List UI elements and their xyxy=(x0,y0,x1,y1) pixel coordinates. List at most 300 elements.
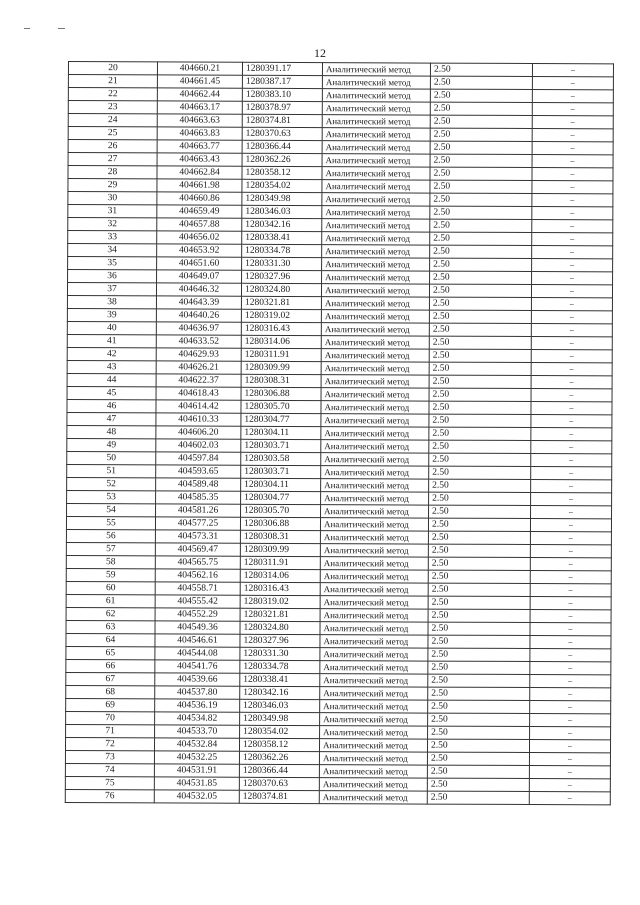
x-coordinate-cell: 404532.25 xyxy=(154,751,239,764)
method-cell: Аналитический метод xyxy=(322,76,430,89)
y-coordinate-cell: 1280306.88 xyxy=(241,387,321,400)
x-coordinate-cell: 404643.39 xyxy=(156,296,241,309)
point-number-cell: 45 xyxy=(67,386,156,399)
accuracy-cell: 2.50 xyxy=(427,752,529,765)
method-cell: Аналитический метод xyxy=(322,232,430,245)
y-coordinate-cell: 1280338.41 xyxy=(240,673,320,686)
x-coordinate-cell: 404533.70 xyxy=(155,725,240,738)
method-cell: Аналитический метод xyxy=(321,401,429,414)
note-cell: – xyxy=(530,610,611,623)
note-cell: – xyxy=(532,220,613,233)
x-coordinate-cell: 404602.03 xyxy=(156,439,241,452)
accuracy-cell: 2.50 xyxy=(429,310,531,323)
note-cell: – xyxy=(531,441,612,454)
x-coordinate-cell: 404549.36 xyxy=(155,621,240,634)
accuracy-cell: 2.50 xyxy=(429,466,531,479)
method-cell: Аналитический метод xyxy=(321,349,429,362)
method-cell: Аналитический метод xyxy=(321,323,429,336)
x-coordinate-cell: 404589.48 xyxy=(156,478,241,491)
method-cell: Аналитический метод xyxy=(320,726,428,739)
x-coordinate-cell: 404544.08 xyxy=(155,647,240,660)
y-coordinate-cell: 1280305.70 xyxy=(241,400,321,413)
accuracy-cell: 2.50 xyxy=(430,232,532,245)
note-cell: – xyxy=(530,636,611,649)
note-cell: – xyxy=(529,792,610,805)
accuracy-cell: 2.50 xyxy=(427,778,529,791)
y-coordinate-cell: 1280374.81 xyxy=(239,790,319,803)
y-coordinate-cell: 1280346.03 xyxy=(242,205,322,218)
y-coordinate-cell: 1280338.41 xyxy=(242,231,322,244)
method-cell: Аналитический метод xyxy=(322,206,430,219)
accuracy-cell: 2.50 xyxy=(430,115,532,128)
method-cell: Аналитический метод xyxy=(321,466,429,479)
note-cell: – xyxy=(531,298,612,311)
x-coordinate-cell: 404541.76 xyxy=(155,660,240,673)
note-cell: – xyxy=(530,675,611,688)
accuracy-cell: 2.50 xyxy=(428,596,530,609)
note-cell: – xyxy=(531,363,612,376)
y-coordinate-cell: 1280354.02 xyxy=(242,179,322,192)
accuracy-cell: 2.50 xyxy=(430,206,532,219)
accuracy-cell: 2.50 xyxy=(428,557,530,570)
method-cell: Аналитический метод xyxy=(320,700,428,713)
point-number-cell: 65 xyxy=(66,646,155,659)
point-number-cell: 58 xyxy=(66,555,155,568)
note-cell: – xyxy=(532,207,613,220)
point-number-cell: 62 xyxy=(66,607,155,620)
point-number-cell: 37 xyxy=(67,283,156,296)
y-coordinate-cell: 1280346.03 xyxy=(240,699,320,712)
note-cell: – xyxy=(530,532,611,545)
accuracy-cell: 2.50 xyxy=(429,297,531,310)
note-cell: – xyxy=(532,142,613,155)
note-cell: – xyxy=(532,103,613,116)
x-coordinate-cell: 404546.61 xyxy=(155,634,240,647)
x-coordinate-cell: 404558.71 xyxy=(155,582,240,595)
point-number-cell: 60 xyxy=(66,581,155,594)
y-coordinate-cell: 1280324.80 xyxy=(240,621,320,634)
note-cell: – xyxy=(532,194,613,207)
coordinates-table-body xyxy=(65,62,613,805)
point-number-cell: 55 xyxy=(66,516,155,529)
accuracy-cell: 2.50 xyxy=(428,687,530,700)
point-number-cell: 53 xyxy=(67,490,156,503)
method-cell: Аналитический метод xyxy=(320,661,428,674)
x-coordinate-cell: 404610.33 xyxy=(156,413,241,426)
note-cell: – xyxy=(531,324,612,337)
note-cell: – xyxy=(530,649,611,662)
point-number-cell: 47 xyxy=(67,412,156,425)
note-cell: – xyxy=(532,64,613,77)
x-coordinate-cell: 404649.07 xyxy=(157,270,242,283)
accuracy-cell: 2.50 xyxy=(429,349,531,362)
method-cell: Аналитический метод xyxy=(320,531,428,544)
note-cell: – xyxy=(530,558,611,571)
point-number-cell: 24 xyxy=(68,114,157,127)
accuracy-cell: 2.50 xyxy=(428,713,530,726)
accuracy-cell: 2.50 xyxy=(430,63,532,76)
y-coordinate-cell: 1280303.71 xyxy=(241,465,321,478)
method-cell: Аналитический метод xyxy=(319,752,427,765)
x-coordinate-cell: 404663.17 xyxy=(157,101,242,114)
accuracy-cell: 2.50 xyxy=(428,661,530,674)
scan-artifact-mark xyxy=(24,28,30,29)
y-coordinate-cell: 1280306.88 xyxy=(240,517,320,530)
accuracy-cell: 2.50 xyxy=(429,505,531,518)
point-number-cell: 29 xyxy=(68,179,157,192)
accuracy-cell: 2.50 xyxy=(429,440,531,453)
point-number-cell: 73 xyxy=(65,750,154,763)
y-coordinate-cell: 1280327.96 xyxy=(242,270,322,283)
x-coordinate-cell: 404562.16 xyxy=(155,569,240,582)
accuracy-cell: 2.50 xyxy=(430,271,532,284)
note-cell: – xyxy=(531,506,612,519)
x-coordinate-cell: 404651.60 xyxy=(157,257,242,270)
method-cell: Аналитический метод xyxy=(321,310,429,323)
accuracy-cell: 2.50 xyxy=(429,323,531,336)
y-coordinate-cell: 1280303.71 xyxy=(241,439,321,452)
x-coordinate-cell: 404662.44 xyxy=(157,88,242,101)
accuracy-cell: 2.50 xyxy=(430,180,532,193)
accuracy-cell: 2.50 xyxy=(430,141,532,154)
method-cell: Аналитический метод xyxy=(322,245,430,258)
method-cell: Аналитический метод xyxy=(321,284,429,297)
point-number-cell: 75 xyxy=(65,776,154,789)
x-coordinate-cell: 404633.52 xyxy=(156,335,241,348)
note-cell: – xyxy=(530,701,611,714)
x-coordinate-cell: 404663.63 xyxy=(157,114,242,127)
x-coordinate-cell: 404661.98 xyxy=(157,179,242,192)
point-number-cell: 26 xyxy=(68,140,157,153)
point-number-cell: 64 xyxy=(66,633,155,646)
method-cell: Аналитический метод xyxy=(321,375,429,388)
y-coordinate-cell: 1280391.17 xyxy=(242,62,322,75)
accuracy-cell: 2.50 xyxy=(428,635,530,648)
method-cell: Аналитический метод xyxy=(320,635,428,648)
x-coordinate-cell: 404653.92 xyxy=(157,244,242,257)
note-cell: – xyxy=(529,766,610,779)
method-cell: Аналитический метод xyxy=(322,193,430,206)
accuracy-cell: 2.50 xyxy=(430,154,532,167)
y-coordinate-cell: 1280354.02 xyxy=(240,725,320,738)
y-coordinate-cell: 1280303.58 xyxy=(241,452,321,465)
accuracy-cell: 2.50 xyxy=(429,479,531,492)
accuracy-cell: 2.50 xyxy=(428,648,530,661)
x-coordinate-cell: 404555.42 xyxy=(155,595,240,608)
y-coordinate-cell: 1280342.16 xyxy=(240,686,320,699)
accuracy-cell: 2.50 xyxy=(430,128,532,141)
point-number-cell: 74 xyxy=(65,763,154,776)
accuracy-cell: 2.50 xyxy=(427,765,529,778)
x-coordinate-cell: 404531.85 xyxy=(154,777,239,790)
y-coordinate-cell: 1280308.31 xyxy=(240,530,320,543)
method-cell: Аналитический метод xyxy=(319,778,427,791)
method-cell: Аналитический метод xyxy=(320,648,428,661)
accuracy-cell: 2.50 xyxy=(430,193,532,206)
x-coordinate-cell: 404577.25 xyxy=(155,517,240,530)
accuracy-cell: 2.50 xyxy=(429,492,531,505)
note-cell: – xyxy=(529,753,610,766)
note-cell: – xyxy=(532,272,613,285)
method-cell: Аналитический метод xyxy=(321,440,429,453)
page-number: 12 xyxy=(314,46,326,60)
x-coordinate-cell: 404629.93 xyxy=(156,348,241,361)
method-cell: Аналитический метод xyxy=(322,141,430,154)
point-number-cell: 69 xyxy=(66,698,155,711)
accuracy-cell: 2.50 xyxy=(428,726,530,739)
method-cell: Аналитический метод xyxy=(319,765,427,778)
note-cell: – xyxy=(531,376,612,389)
accuracy-cell: 2.50 xyxy=(430,219,532,232)
note-cell: – xyxy=(532,116,613,129)
y-coordinate-cell: 1280309.99 xyxy=(241,361,321,374)
note-cell: – xyxy=(530,714,611,727)
x-coordinate-cell: 404573.31 xyxy=(155,530,240,543)
point-number-cell: 67 xyxy=(66,672,155,685)
point-number-cell: 38 xyxy=(67,295,156,308)
x-coordinate-cell: 404663.83 xyxy=(157,127,242,140)
y-coordinate-cell: 1280314.06 xyxy=(241,335,321,348)
y-coordinate-cell: 1280331.30 xyxy=(242,257,322,270)
point-number-cell: 56 xyxy=(66,529,155,542)
y-coordinate-cell: 1280366.44 xyxy=(242,140,322,153)
y-coordinate-cell: 1280324.80 xyxy=(241,283,321,296)
method-cell: Аналитический метод xyxy=(321,362,429,375)
method-cell: Аналитический метод xyxy=(320,674,428,687)
point-number-cell: 34 xyxy=(68,244,157,257)
point-number-cell: 25 xyxy=(68,127,157,140)
y-coordinate-cell: 1280305.70 xyxy=(241,504,321,517)
point-number-cell: 57 xyxy=(66,542,155,555)
note-cell: – xyxy=(530,623,611,636)
x-coordinate-cell: 404646.32 xyxy=(156,283,241,296)
note-cell: – xyxy=(530,519,611,532)
accuracy-cell: 2.50 xyxy=(429,388,531,401)
point-number-cell: 36 xyxy=(68,270,157,283)
method-cell: Аналитический метод xyxy=(321,453,429,466)
y-coordinate-cell: 1280358.12 xyxy=(242,166,322,179)
x-coordinate-cell: 404618.43 xyxy=(156,387,241,400)
x-coordinate-cell: 404534.82 xyxy=(155,712,240,725)
scan-artifact-mark xyxy=(58,28,65,29)
note-cell: – xyxy=(532,259,613,272)
note-cell: – xyxy=(531,285,612,298)
x-coordinate-cell: 404657.88 xyxy=(157,218,242,231)
x-coordinate-cell: 404532.05 xyxy=(154,790,239,803)
x-coordinate-cell: 404663.77 xyxy=(157,140,242,153)
method-cell: Аналитический метод xyxy=(320,544,428,557)
point-number-cell: 28 xyxy=(68,166,157,179)
point-number-cell: 63 xyxy=(66,620,155,633)
point-number-cell: 22 xyxy=(68,88,157,101)
point-number-cell: 41 xyxy=(67,334,156,347)
y-coordinate-cell: 1280349.98 xyxy=(242,192,322,205)
note-cell: – xyxy=(531,389,612,402)
method-cell: Аналитический метод xyxy=(321,336,429,349)
point-number-cell: 66 xyxy=(66,659,155,672)
accuracy-cell: 2.50 xyxy=(427,739,529,752)
x-coordinate-cell: 404585.35 xyxy=(156,491,241,504)
point-number-cell: 48 xyxy=(67,425,156,438)
note-cell: – xyxy=(532,168,613,181)
x-coordinate-cell: 404626.21 xyxy=(156,361,241,374)
point-number-cell: 71 xyxy=(66,724,155,737)
note-cell: – xyxy=(531,402,612,415)
y-coordinate-cell: 1280311.91 xyxy=(241,348,321,361)
note-cell: – xyxy=(531,350,612,363)
point-number-cell: 49 xyxy=(67,438,156,451)
note-cell: – xyxy=(530,571,611,584)
note-cell: – xyxy=(530,597,611,610)
note-cell: – xyxy=(531,493,612,506)
method-cell: Аналитический метод xyxy=(322,89,430,102)
point-number-cell: 70 xyxy=(66,711,155,724)
x-coordinate-cell: 404565.75 xyxy=(155,556,240,569)
point-number-cell: 23 xyxy=(68,101,157,114)
x-coordinate-cell: 404593.65 xyxy=(156,465,241,478)
accuracy-cell: 2.50 xyxy=(430,258,532,271)
point-number-cell: 43 xyxy=(67,360,156,373)
y-coordinate-cell: 1280378.97 xyxy=(242,101,322,114)
x-coordinate-cell: 404640.26 xyxy=(156,309,241,322)
y-coordinate-cell: 1280308.31 xyxy=(241,374,321,387)
method-cell: Аналитический метод xyxy=(322,180,430,193)
note-cell: – xyxy=(532,129,613,142)
method-cell: Аналитический метод xyxy=(321,414,429,427)
accuracy-cell: 2.50 xyxy=(430,102,532,115)
note-cell: – xyxy=(532,181,613,194)
accuracy-cell: 2.50 xyxy=(429,427,531,440)
y-coordinate-cell: 1280304.11 xyxy=(241,426,321,439)
point-number-cell: 44 xyxy=(67,373,156,386)
method-cell: Аналитический метод xyxy=(320,583,428,596)
method-cell: Аналитический метод xyxy=(319,739,427,752)
x-coordinate-cell: 404660.86 xyxy=(157,192,242,205)
x-coordinate-cell: 404660.21 xyxy=(157,62,242,75)
point-number-cell: 68 xyxy=(66,685,155,698)
y-coordinate-cell: 1280349.98 xyxy=(240,712,320,725)
method-cell: Аналитический метод xyxy=(320,713,428,726)
method-cell: Аналитический метод xyxy=(320,596,428,609)
method-cell: Аналитический метод xyxy=(319,791,427,804)
accuracy-cell: 2.50 xyxy=(428,544,530,557)
method-cell: Аналитический метод xyxy=(321,297,429,310)
point-number-cell: 30 xyxy=(68,192,157,205)
accuracy-cell: 2.50 xyxy=(428,583,530,596)
accuracy-cell: 2.50 xyxy=(428,700,530,713)
y-coordinate-cell: 1280319.02 xyxy=(241,309,321,322)
note-cell: – xyxy=(532,155,613,168)
y-coordinate-cell: 1280366.44 xyxy=(239,764,319,777)
x-coordinate-cell: 404552.29 xyxy=(155,608,240,621)
method-cell: Аналитический метод xyxy=(322,258,430,271)
x-coordinate-cell: 404614.42 xyxy=(156,400,241,413)
x-coordinate-cell: 404539.66 xyxy=(155,673,240,686)
note-cell: – xyxy=(531,454,612,467)
point-number-cell: 42 xyxy=(67,347,156,360)
point-number-cell: 51 xyxy=(67,464,156,477)
point-number-cell: 33 xyxy=(68,231,157,244)
x-coordinate-cell: 404656.02 xyxy=(157,231,242,244)
accuracy-cell: 2.50 xyxy=(429,401,531,414)
y-coordinate-cell: 1280387.17 xyxy=(242,75,322,88)
accuracy-cell: 2.50 xyxy=(427,791,529,804)
x-coordinate-cell: 404569.47 xyxy=(155,543,240,556)
note-cell: – xyxy=(532,233,613,246)
point-number-cell: 39 xyxy=(67,308,156,321)
y-coordinate-cell: 1280304.77 xyxy=(241,413,321,426)
point-number-cell: 50 xyxy=(67,451,156,464)
y-coordinate-cell: 1280358.12 xyxy=(239,738,319,751)
point-number-cell: 32 xyxy=(68,218,157,231)
accuracy-cell: 2.50 xyxy=(429,362,531,375)
accuracy-cell: 2.50 xyxy=(430,76,532,89)
method-cell: Аналитический метод xyxy=(321,492,429,505)
y-coordinate-cell: 1280362.26 xyxy=(239,751,319,764)
accuracy-cell: 2.50 xyxy=(429,375,531,388)
note-cell: – xyxy=(531,428,612,441)
note-cell: – xyxy=(532,246,613,259)
note-cell: – xyxy=(531,480,612,493)
point-number-cell: 52 xyxy=(67,477,156,490)
note-cell: – xyxy=(531,415,612,428)
accuracy-cell: 2.50 xyxy=(428,609,530,622)
y-coordinate-cell: 1280383.10 xyxy=(242,88,322,101)
note-cell: – xyxy=(530,662,611,675)
note-cell: – xyxy=(532,77,613,90)
y-coordinate-cell: 1280304.11 xyxy=(241,478,321,491)
method-cell: Аналитический метод xyxy=(320,518,428,531)
y-coordinate-cell: 1280316.43 xyxy=(240,582,320,595)
method-cell: Аналитический метод xyxy=(322,102,430,115)
method-cell: Аналитический метод xyxy=(322,167,430,180)
method-cell: Аналитический метод xyxy=(320,609,428,622)
y-coordinate-cell: 1280311.91 xyxy=(240,556,320,569)
method-cell: Аналитический метод xyxy=(320,570,428,583)
x-coordinate-cell: 404663.43 xyxy=(157,153,242,166)
x-coordinate-cell: 404536.19 xyxy=(155,699,240,712)
y-coordinate-cell: 1280316.43 xyxy=(241,322,321,335)
accuracy-cell: 2.50 xyxy=(429,453,531,466)
y-coordinate-cell: 1280319.02 xyxy=(240,595,320,608)
y-coordinate-cell: 1280334.78 xyxy=(240,660,320,673)
x-coordinate-cell: 404537.80 xyxy=(155,686,240,699)
table-row xyxy=(65,789,610,804)
point-number-cell: 40 xyxy=(67,321,156,334)
method-cell: Аналитический метод xyxy=(322,128,430,141)
y-coordinate-cell: 1280321.81 xyxy=(240,608,320,621)
accuracy-cell: 2.50 xyxy=(428,622,530,635)
note-cell: – xyxy=(530,727,611,740)
x-coordinate-cell: 404532.84 xyxy=(154,738,239,751)
note-cell: – xyxy=(530,545,611,558)
method-cell: Аналитический метод xyxy=(320,687,428,700)
x-coordinate-cell: 404659.49 xyxy=(157,205,242,218)
y-coordinate-cell: 1280342.16 xyxy=(242,218,322,231)
accuracy-cell: 2.50 xyxy=(430,245,532,258)
note-cell: – xyxy=(532,90,613,103)
point-number-cell: 46 xyxy=(67,399,156,412)
x-coordinate-cell: 404531.91 xyxy=(154,764,239,777)
note-cell: – xyxy=(531,311,612,324)
note-cell: – xyxy=(529,740,610,753)
method-cell: Аналитический метод xyxy=(321,388,429,401)
y-coordinate-cell: 1280327.96 xyxy=(240,634,320,647)
y-coordinate-cell: 1280370.63 xyxy=(239,777,319,790)
method-cell: Аналитический метод xyxy=(321,479,429,492)
method-cell: Аналитический метод xyxy=(322,115,430,128)
coordinates-table xyxy=(65,61,614,805)
